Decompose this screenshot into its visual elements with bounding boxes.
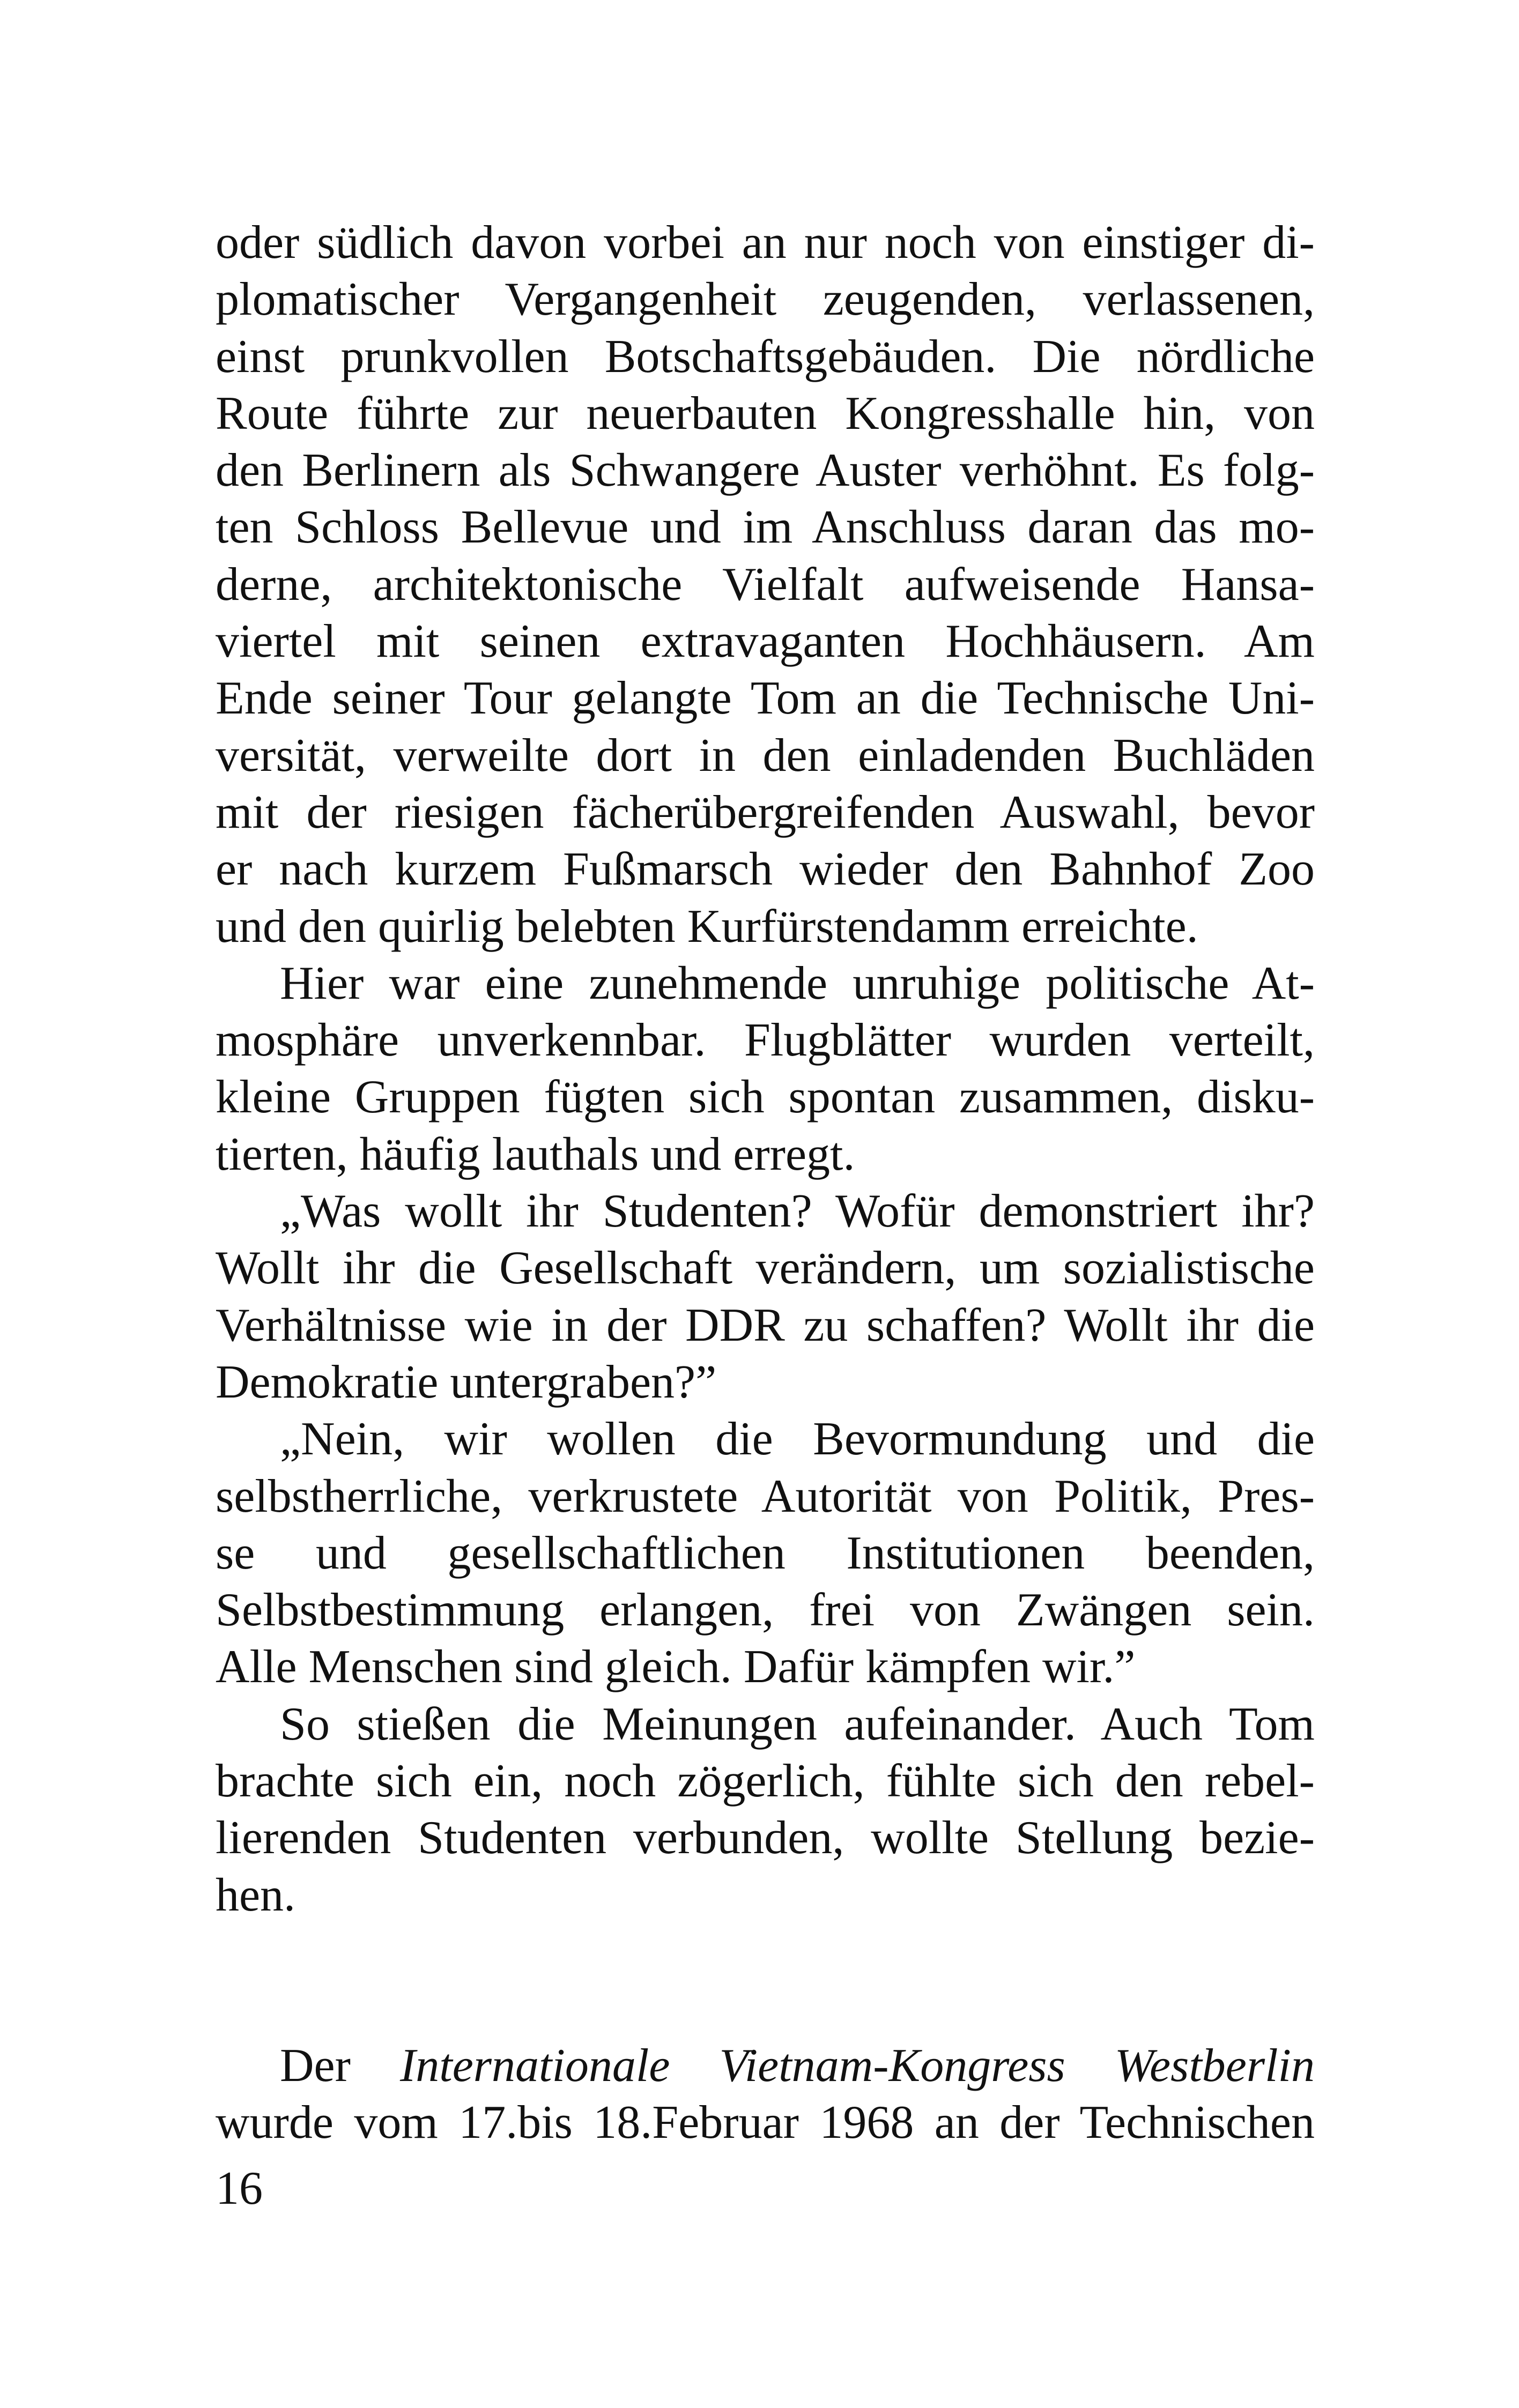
text-line: den Berlinern als Schwangere Auster verhöhnt. Es folg- [216, 444, 1315, 497]
text-line: oder südlich davon vorbei an nur noch von einstiger di- [216, 217, 1315, 269]
text-line: se und gesellschaftlichen Institutionen beenden, [216, 1527, 1315, 1579]
text-line: Demokratie untergraben?” [216, 1356, 717, 1408]
text-line [216, 2038, 1315, 2094]
lead-text: Der [280, 2039, 400, 2092]
text-line: einst prunkvollen Botschaftsgebäuden. Die nördliche [216, 330, 1315, 383]
section-gap [216, 1924, 1315, 2038]
text-line: Hier war eine zunehmende unruhige politische At- [280, 957, 1315, 1009]
text-line: So stießen die Meinungen aufeinander. Auch Tom [280, 1698, 1315, 1750]
text-line: brachte sich ein, noch zögerlich, fühlte sich den rebel- [216, 1755, 1315, 1808]
text-line: mosphäre unverkennbar. Flugblätter wurden verteilt, [216, 1014, 1315, 1067]
text-line: derne, architektonische Vielfalt aufweisende Hansa- [216, 558, 1315, 611]
text-line: „Nein, wir wollen die Bevormundung und die [280, 1413, 1315, 1466]
text-line: Ende seiner Tour gelangte Tom an die Technische Uni- [216, 672, 1315, 725]
text-line: kleine Gruppen fügten sich spontan zusammen, disku- [216, 1071, 1315, 1124]
text-line: plomatischer Vergangenheit zeugenden, verlassenen, [216, 273, 1315, 326]
text-line: Wollt ihr die Gesellschaft verändern, um sozialistische [216, 1242, 1315, 1295]
text-line: wurde vom 17.bis 18.Februar 1968 an der Technischen [216, 2097, 1315, 2149]
text-line: ten Schloss Bellevue und im Anschluss daran das mo- [216, 501, 1315, 554]
text-line: und den quirlig belebten Kurfürstendamm erreichte. [216, 900, 1198, 953]
page-number: 16 [216, 2162, 263, 2214]
congress-title: Internationale Vietnam-Kongress Westberlin [399, 2039, 1315, 2092]
body-text [216, 214, 1315, 2152]
text-line: hen. [216, 1869, 296, 1921]
text-line: lierenden Studenten verbunden, wollte Stellung bezie- [216, 1812, 1315, 1864]
text-line: Alle Menschen sind gleich. Dafür kämpfen wir.” [216, 1641, 1136, 1693]
text-line: versität, verweilte dort in den einladenden Buchläden [216, 729, 1315, 782]
text-line: „Was wollt ihr Studenten? Wofür demonstriert ihr? [280, 1185, 1315, 1238]
text-line: viertel mit seinen extravaganten Hochhäusern. Am [216, 615, 1315, 668]
text-line: Selbstbestimmung erlangen, frei von Zwängen sein. [216, 1584, 1315, 1637]
text-line: Route führte zur neuerbauten Kongresshalle hin, von [216, 387, 1315, 440]
text-line: Verhältnisse wie in der DDR zu schaffen? Wollt ihr die [216, 1299, 1315, 1351]
text-line: er nach kurzem Fußmarsch wieder den Bahnhof Zoo [216, 843, 1315, 896]
text-line: mit der riesigen fächerübergreifenden Auswahl, bevor [216, 786, 1315, 838]
text-line: tierten, häufig lauthals und erregt. [216, 1128, 855, 1180]
text-line: selbstherrliche, verkrustete Autorität von Politik, Pres- [216, 1470, 1315, 1522]
